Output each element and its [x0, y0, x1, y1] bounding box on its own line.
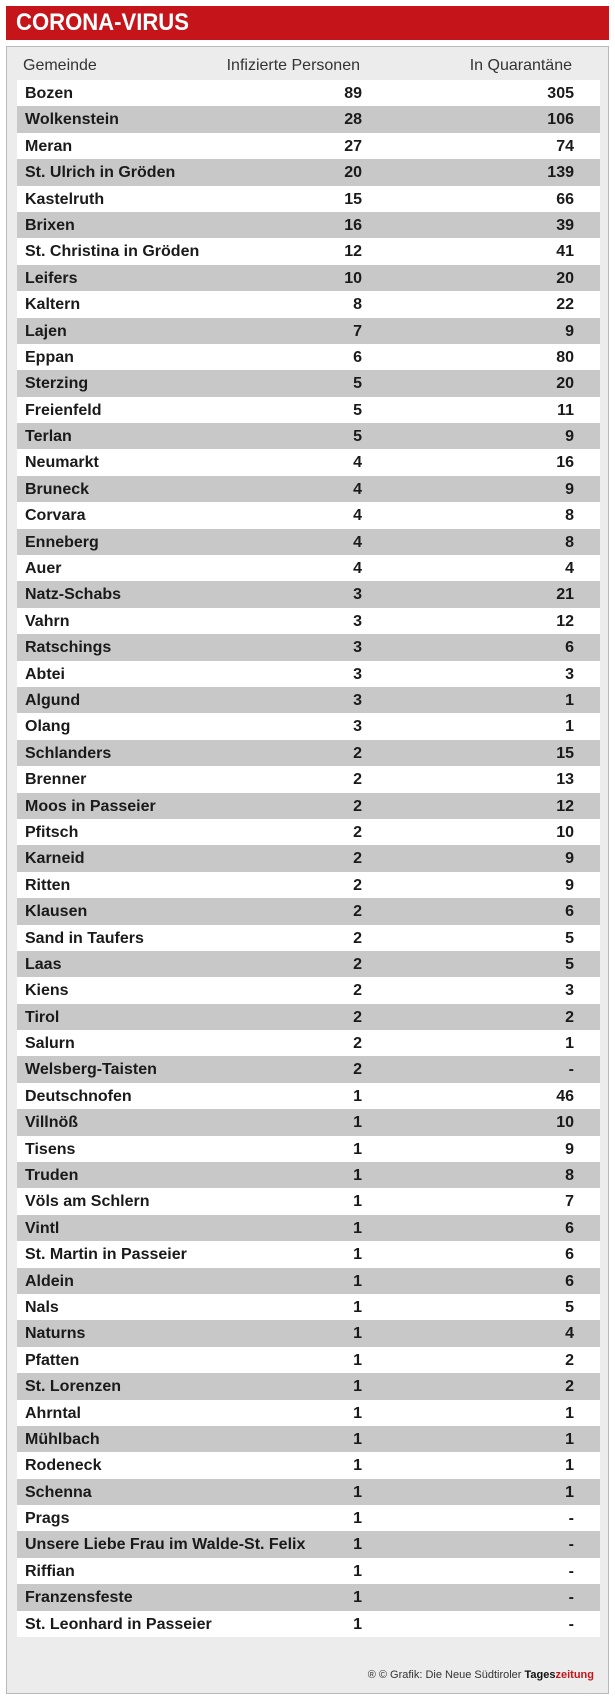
cell-infected: 1: [353, 1325, 362, 1343]
cell-gemeinde: Mühlbach: [25, 1430, 100, 1448]
cell-gemeinde: Schenna: [25, 1483, 92, 1501]
cell-infected: 2: [353, 1035, 362, 1053]
cell-gemeinde: Auer: [25, 560, 62, 578]
cell-gemeinde: Salurn: [25, 1035, 75, 1053]
cell-infected: 1: [353, 1272, 362, 1290]
cell-quarantine: 7: [565, 1193, 574, 1211]
cell-gemeinde: Villnöß: [25, 1114, 79, 1132]
table-row: [17, 159, 600, 185]
cell-infected: 4: [353, 454, 362, 472]
cell-gemeinde: Freienfeld: [25, 401, 102, 419]
cell-infected: 1: [353, 1615, 362, 1633]
cell-infected: 10: [344, 269, 362, 287]
table-row: [17, 476, 600, 502]
cell-quarantine: 1: [565, 1457, 574, 1475]
table-row: [17, 766, 600, 792]
table-row: [17, 687, 600, 713]
cell-gemeinde: Kaltern: [25, 296, 81, 314]
cell-gemeinde: Aldein: [25, 1272, 74, 1290]
cell-quarantine: 3: [565, 665, 574, 683]
cell-quarantine: 6: [565, 1272, 574, 1290]
cell-gemeinde: Vahrn: [25, 612, 70, 630]
table-row: [17, 1215, 600, 1241]
cell-infected: 6: [353, 348, 362, 366]
cell-quarantine: 1: [565, 1404, 574, 1422]
cell-gemeinde: Ahrntal: [25, 1404, 81, 1422]
cell-infected: 5: [353, 428, 362, 446]
table-row: [17, 1558, 600, 1584]
cell-infected: 1: [353, 1510, 362, 1528]
cell-infected: 2: [353, 876, 362, 894]
table-row: [17, 186, 600, 212]
cell-infected: 1: [353, 1087, 362, 1105]
cell-gemeinde: Kiens: [25, 982, 69, 1000]
table-row: [17, 449, 600, 475]
table-row: [17, 661, 600, 687]
table-row: [17, 1162, 600, 1188]
cell-infected: 89: [344, 85, 362, 102]
cell-infected: 1: [353, 1140, 362, 1158]
cell-infected: 1: [353, 1298, 362, 1316]
cell-gemeinde: Algund: [25, 691, 81, 709]
cell-quarantine: 1: [565, 1035, 574, 1053]
cell-infected: 15: [344, 190, 362, 208]
table-row: [17, 529, 600, 555]
cell-quarantine: 305: [547, 85, 574, 102]
cell-gemeinde: Sand in Taufers: [25, 929, 144, 947]
table-row: [17, 819, 600, 845]
table-row: [17, 1531, 600, 1557]
table-row: [17, 555, 600, 581]
cell-infected: 1: [353, 1589, 362, 1607]
cell-gemeinde: Brenner: [25, 771, 87, 789]
cell-infected: 3: [353, 586, 362, 604]
table-row: [17, 1268, 600, 1294]
cell-infected: 28: [344, 111, 362, 129]
cell-gemeinde: Pfitsch: [25, 823, 79, 841]
cell-gemeinde: Unsere Liebe Frau im Walde-St. Felix: [25, 1536, 306, 1554]
cell-quarantine: 13: [556, 771, 574, 789]
column-header-infected: Infizierte Personen: [226, 57, 360, 74]
cell-gemeinde: Bozen: [25, 85, 73, 102]
cell-gemeinde: Franzensfeste: [25, 1589, 133, 1607]
cell-gemeinde: Schlanders: [25, 744, 112, 762]
cell-quarantine: 8: [565, 533, 574, 551]
table-row: [17, 1241, 600, 1267]
cell-gemeinde: Vintl: [25, 1219, 60, 1237]
cell-quarantine: 4: [565, 1325, 574, 1343]
cell-gemeinde: Naturns: [25, 1325, 86, 1343]
cell-infected: 1: [353, 1457, 362, 1475]
table-row: [17, 1004, 600, 1030]
cell-gemeinde: Eppan: [25, 348, 74, 366]
cell-gemeinde: Natz-Schabs: [25, 586, 122, 604]
cell-infected: 3: [353, 612, 362, 630]
table-row: [17, 1109, 600, 1135]
cell-quarantine: 20: [556, 375, 574, 393]
cell-gemeinde: Ritten: [25, 876, 71, 894]
table-row: [17, 502, 600, 528]
table-row: [17, 713, 600, 739]
cell-infected: 1: [353, 1562, 362, 1580]
table-row: [17, 1294, 600, 1320]
table-row: [17, 1136, 600, 1162]
cell-quarantine: 16: [556, 454, 574, 472]
cell-quarantine: 10: [556, 1114, 574, 1132]
cell-quarantine: 15: [556, 744, 574, 762]
cell-quarantine: 66: [556, 190, 574, 208]
cell-quarantine: 9: [565, 1140, 574, 1158]
cell-gemeinde: Meran: [25, 137, 73, 155]
cell-quarantine: 5: [565, 955, 574, 973]
cell-gemeinde: Abtei: [25, 665, 65, 683]
cell-gemeinde: Nals: [25, 1298, 59, 1316]
cell-infected: 5: [353, 401, 362, 419]
table-row: [17, 238, 600, 264]
table-row: [17, 80, 600, 106]
table-row: [17, 1188, 600, 1214]
table-header: [17, 55, 600, 77]
table-row: [17, 1611, 600, 1637]
table-row: [17, 133, 600, 159]
table-row: [17, 1056, 600, 1082]
cell-gemeinde: Corvara: [25, 507, 86, 525]
cell-quarantine: 4: [565, 560, 574, 578]
data-table-panel: [6, 46, 609, 1694]
cell-gemeinde: Lajen: [25, 322, 67, 340]
table-row: [17, 1505, 600, 1531]
cell-infected: 2: [353, 850, 362, 868]
cell-infected: 2: [353, 929, 362, 947]
cell-quarantine: 2: [565, 1008, 574, 1026]
cell-quarantine: 5: [565, 929, 574, 947]
table-row: [17, 1400, 600, 1426]
table-row: [17, 872, 600, 898]
table-row: [17, 1426, 600, 1452]
cell-infected: 1: [353, 1193, 362, 1211]
table-row: [17, 793, 600, 819]
cell-infected: 16: [344, 216, 362, 234]
cell-quarantine: -: [568, 1589, 574, 1607]
header-bar: [6, 6, 609, 40]
cell-quarantine: 8: [565, 507, 574, 525]
cell-quarantine: 46: [556, 1087, 574, 1105]
cell-infected: 1: [353, 1351, 362, 1369]
cell-infected: 1: [353, 1378, 362, 1396]
table-row: [17, 344, 600, 370]
footer-credit: [368, 1669, 594, 1681]
cell-quarantine: 106: [547, 111, 574, 129]
cell-quarantine: 139: [547, 164, 574, 182]
cell-quarantine: 9: [565, 322, 574, 340]
cell-infected: 1: [353, 1114, 362, 1132]
cell-quarantine: 9: [565, 876, 574, 894]
cell-infected: 4: [353, 480, 362, 498]
table-row: [17, 581, 600, 607]
table-row: [17, 634, 600, 660]
cell-quarantine: -: [568, 1536, 574, 1554]
cell-gemeinde: St. Leonhard in Passeier: [25, 1615, 212, 1633]
cell-quarantine: 11: [557, 401, 574, 419]
cell-infected: 4: [353, 533, 362, 551]
table-row: [17, 977, 600, 1003]
table-row: [17, 291, 600, 317]
cell-gemeinde: St. Lorenzen: [25, 1378, 122, 1396]
table-row: [17, 1320, 600, 1346]
cell-infected: 3: [353, 691, 362, 709]
cell-quarantine: 22: [556, 296, 574, 314]
cell-gemeinde: Moos in Passeier: [25, 797, 156, 815]
cell-quarantine: 9: [565, 850, 574, 868]
cell-infected: 3: [353, 665, 362, 683]
cell-gemeinde: Welsberg-Taisten: [25, 1061, 157, 1079]
cell-gemeinde: Rodeneck: [25, 1457, 102, 1475]
cell-quarantine: 1: [565, 1430, 574, 1448]
credit-text: ® © Grafik: Die Neue Südtiroler: [367, 1669, 522, 1681]
table-row: [17, 212, 600, 238]
cell-infected: 7: [353, 322, 362, 340]
cell-gemeinde: Sterzing: [25, 375, 89, 393]
cell-infected: 1: [353, 1483, 362, 1501]
table-row: [17, 423, 600, 449]
table-row: [17, 1479, 600, 1505]
cell-quarantine: 12: [556, 612, 574, 630]
table-row: [17, 1452, 600, 1478]
cell-quarantine: 12: [556, 797, 574, 815]
cell-infected: 2: [353, 823, 362, 841]
cell-infected: 8: [353, 296, 362, 314]
cell-gemeinde: Karneid: [25, 850, 85, 868]
table-row: [17, 106, 600, 132]
table-row: [17, 1347, 600, 1373]
cell-quarantine: 5: [565, 1298, 574, 1316]
cell-infected: 4: [353, 507, 362, 525]
table-row: [17, 898, 600, 924]
table-row: [17, 608, 600, 634]
cell-quarantine: 6: [565, 903, 574, 921]
cell-infected: 2: [353, 982, 362, 1000]
cell-gemeinde: Laas: [25, 955, 62, 973]
cell-infected: 12: [344, 243, 362, 261]
cell-quarantine: 6: [565, 1219, 574, 1237]
cell-quarantine: 20: [556, 269, 574, 287]
cell-gemeinde: Ratschings: [25, 639, 112, 657]
cell-quarantine: 41: [556, 243, 574, 261]
cell-quarantine: 2: [565, 1378, 574, 1396]
cell-infected: 1: [353, 1536, 362, 1554]
cell-infected: 2: [353, 1061, 362, 1079]
table-row: [17, 1083, 600, 1109]
cell-infected: 1: [353, 1430, 362, 1448]
cell-quarantine: 39: [556, 216, 574, 234]
table-row: [17, 265, 600, 291]
cell-infected: 1: [353, 1246, 362, 1264]
cell-gemeinde: Enneberg: [25, 533, 99, 551]
cell-gemeinde: Olang: [25, 718, 71, 736]
cell-quarantine: -: [568, 1615, 574, 1633]
cell-gemeinde: Klausen: [25, 903, 88, 921]
cell-gemeinde: Leifers: [25, 269, 78, 287]
table-row: [17, 951, 600, 977]
table-row: [17, 1584, 600, 1610]
cell-infected: 3: [353, 718, 362, 736]
cell-infected: 1: [353, 1404, 362, 1422]
cell-quarantine: 9: [565, 480, 574, 498]
cell-quarantine: 74: [556, 137, 574, 155]
table-row: [17, 1373, 600, 1399]
cell-quarantine: -: [568, 1510, 574, 1528]
cell-quarantine: 1: [565, 1483, 574, 1501]
cell-gemeinde: Prags: [25, 1510, 70, 1528]
cell-quarantine: 2: [565, 1351, 574, 1369]
cell-quarantine: -: [568, 1061, 574, 1079]
cell-quarantine: 10: [556, 823, 574, 841]
table-row: [17, 318, 600, 344]
table-row: [17, 397, 600, 423]
cell-infected: 5: [353, 375, 362, 393]
cell-infected: 1: [353, 1219, 362, 1237]
cell-quarantine: 80: [556, 348, 574, 366]
cell-gemeinde: Riffian: [25, 1562, 75, 1580]
cell-quarantine: 3: [565, 982, 574, 1000]
table-row: [17, 740, 600, 766]
cell-infected: 2: [353, 797, 362, 815]
cell-quarantine: 1: [565, 691, 574, 709]
cell-gemeinde: Truden: [25, 1167, 79, 1185]
cell-gemeinde: Pfatten: [25, 1351, 80, 1369]
cell-gemeinde: Brixen: [25, 216, 75, 234]
cell-infected: 2: [353, 1008, 362, 1026]
cell-infected: 20: [344, 164, 362, 182]
cell-gemeinde: Wolkenstein: [25, 111, 119, 129]
cell-gemeinde: St. Martin in Passeier: [25, 1246, 187, 1264]
cell-quarantine: -: [568, 1562, 574, 1580]
cell-gemeinde: Neumarkt: [25, 454, 99, 472]
cell-gemeinde: Tisens: [25, 1140, 76, 1158]
cell-gemeinde: Deutschnofen: [25, 1087, 132, 1105]
cell-infected: 1: [353, 1167, 362, 1185]
cell-infected: 2: [353, 744, 362, 762]
table-row: [17, 370, 600, 396]
cell-quarantine: 1: [565, 718, 574, 736]
table-row: [17, 845, 600, 871]
cell-infected: 27: [344, 137, 362, 155]
cell-quarantine: 9: [565, 428, 574, 446]
cell-infected: 4: [353, 560, 362, 578]
cell-gemeinde: Terlan: [25, 428, 72, 446]
cell-gemeinde: Völs am Schlern: [25, 1193, 150, 1211]
column-header-quarantine: In Quarantäne: [469, 57, 572, 74]
table-body: [17, 80, 600, 1637]
cell-quarantine: 6: [565, 1246, 574, 1264]
cell-quarantine: 8: [565, 1167, 574, 1185]
cell-quarantine: 21: [556, 586, 574, 604]
cell-gemeinde: St. Christina in Gröden: [25, 243, 200, 261]
brand-name-part1: Tages: [524, 1669, 556, 1681]
cell-gemeinde: Bruneck: [25, 480, 90, 498]
cell-gemeinde: Tirol: [25, 1008, 60, 1026]
page-title: CORONA-VIRUS: [16, 9, 189, 36]
cell-gemeinde: St. Ulrich in Gröden: [25, 164, 176, 182]
brand-name-part2: zeitung: [555, 1669, 594, 1681]
cell-infected: 2: [353, 955, 362, 973]
cell-infected: 2: [353, 903, 362, 921]
table-row: [17, 925, 600, 951]
cell-infected: 3: [353, 639, 362, 657]
column-header-gemeinde: Gemeinde: [23, 57, 97, 74]
table-row: [17, 1030, 600, 1056]
cell-infected: 2: [353, 771, 362, 789]
cell-gemeinde: Kastelruth: [25, 190, 105, 208]
cell-quarantine: 6: [565, 639, 574, 657]
